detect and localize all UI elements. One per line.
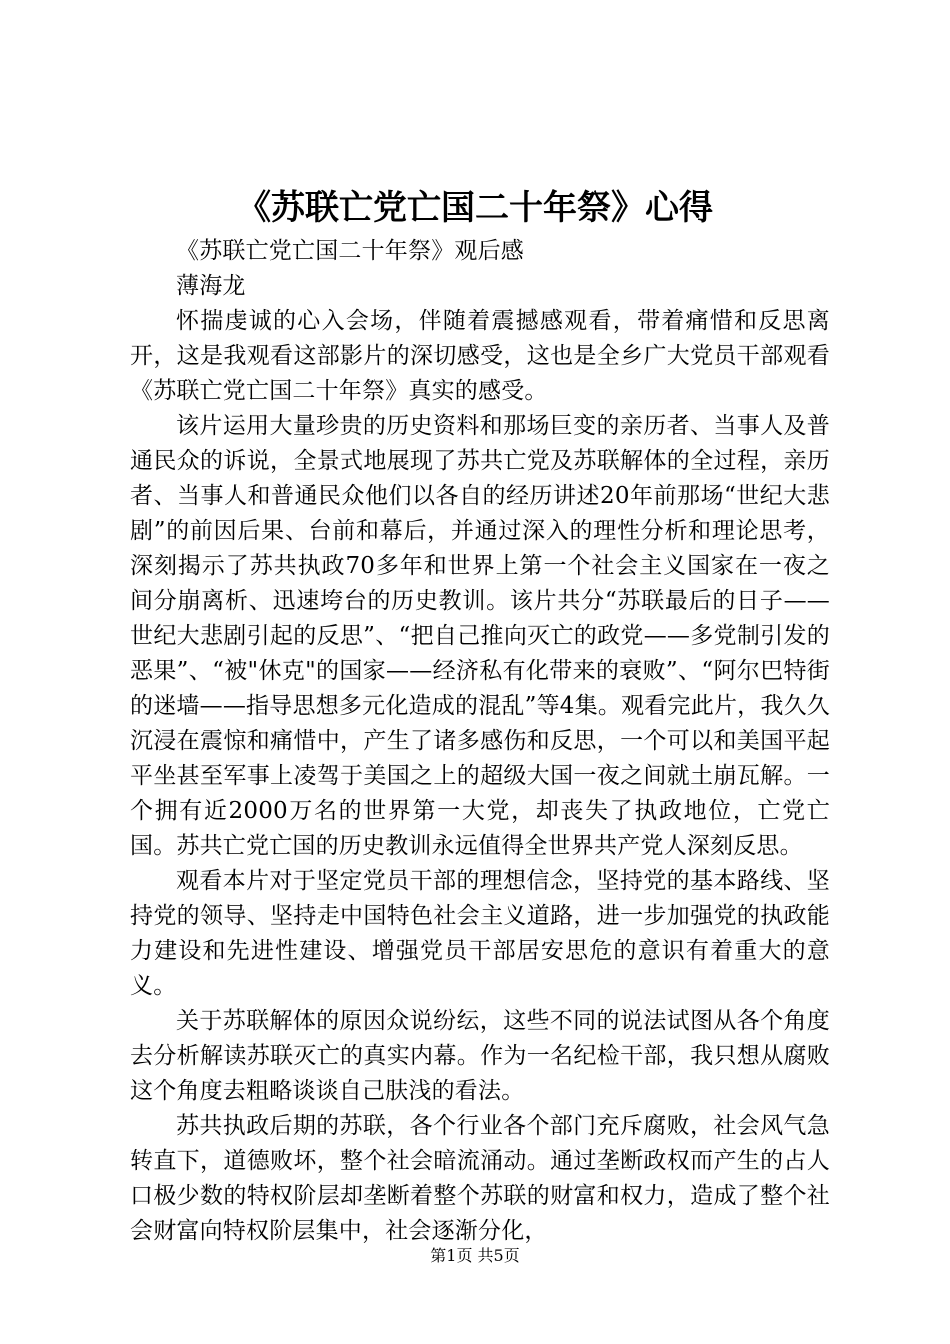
page-footer: 第1页 共5页 [430, 1246, 520, 1265]
author-paragraph: 薄海龙 [176, 273, 246, 299]
body-paragraph: 观看本片对于坚定党员干部的理想信念，坚持党的基本路线、坚持党的领导、坚持走中国特色社会主义道路，进一步加强党的执政能力建设和先进性建设、增强党员干部居安思危的意识有着重大的意义。 [130, 868, 830, 999]
document-body [130, 234, 830, 1249]
subtitle-paragraph: 《苏联亡党亡国二十年祭》观后感 [176, 238, 524, 264]
document-title: 《苏联亡党亡国二十年祭》心得 [237, 188, 713, 228]
body-paragraph: 该片运用大量珍贵的历史资料和那场巨变的亲历者、当事人及普通民众的诉说，全景式地展现了苏共亡党及苏联解体的全过程，亲历者、当事人和普通民众他们以各自的经历讲述20年前那场“世纪大悲剧”的前因后果、台前和幕后，并通过深入的理性分析和理论思考，深刻揭示了苏共执政70多年和世界上第一个社会主义国家在一夜之间分崩离析、迅速垮台的历史教训。该片共分“苏联最后的日子——世纪大悲剧引起的反思”、“把自己推向灭亡的政党——多党制引发的恶果”、“被"休克"的国家——经济私有化带来的衰败”、“阿尔巴特街的迷墙——指导思想多元化造成的混乱”等4集。观看完此片，我久久沉浸在震惊和痛惜中，产生了诸多感伤和反思，一个可以和美国平起平坐甚至军事上凌驾于美国之上的超级大国一夜之间就土崩瓦解。一个拥有近2000万名的世界第一大党，却丧失了执政地位，亡党亡国。苏共亡党亡国的历史教训永远值得全世界共产党人深刻反思。 [130, 413, 830, 859]
body-paragraph: 怀揣虔诚的心入会场，伴随着震撼感观看，带着痛惜和反思离开，这是我观看这部影片的深切感受，这也是全乡广大党员干部观看《苏联亡党亡国二十年祭》真实的感受。 [130, 308, 830, 404]
body-paragraph: 关于苏联解体的原因众说纷纭，这些不同的说法试图从各个角度去分析解读苏联灭亡的真实内幕。作为一名纪检干部，我只想从腐败这个角度去粗略谈谈自己肤浅的看法。 [130, 1008, 830, 1104]
body-paragraph: 苏共执政后期的苏联，各个行业各个部门充斥腐败，社会风气急转直下，道德败坏，整个社会暗流涌动。通过垄断政权而产生的占人口极少数的特权阶层却垄断着整个苏联的财富和权力，造成了整个社会财富向特权阶层集中，社会逐渐分化， [130, 1113, 830, 1244]
